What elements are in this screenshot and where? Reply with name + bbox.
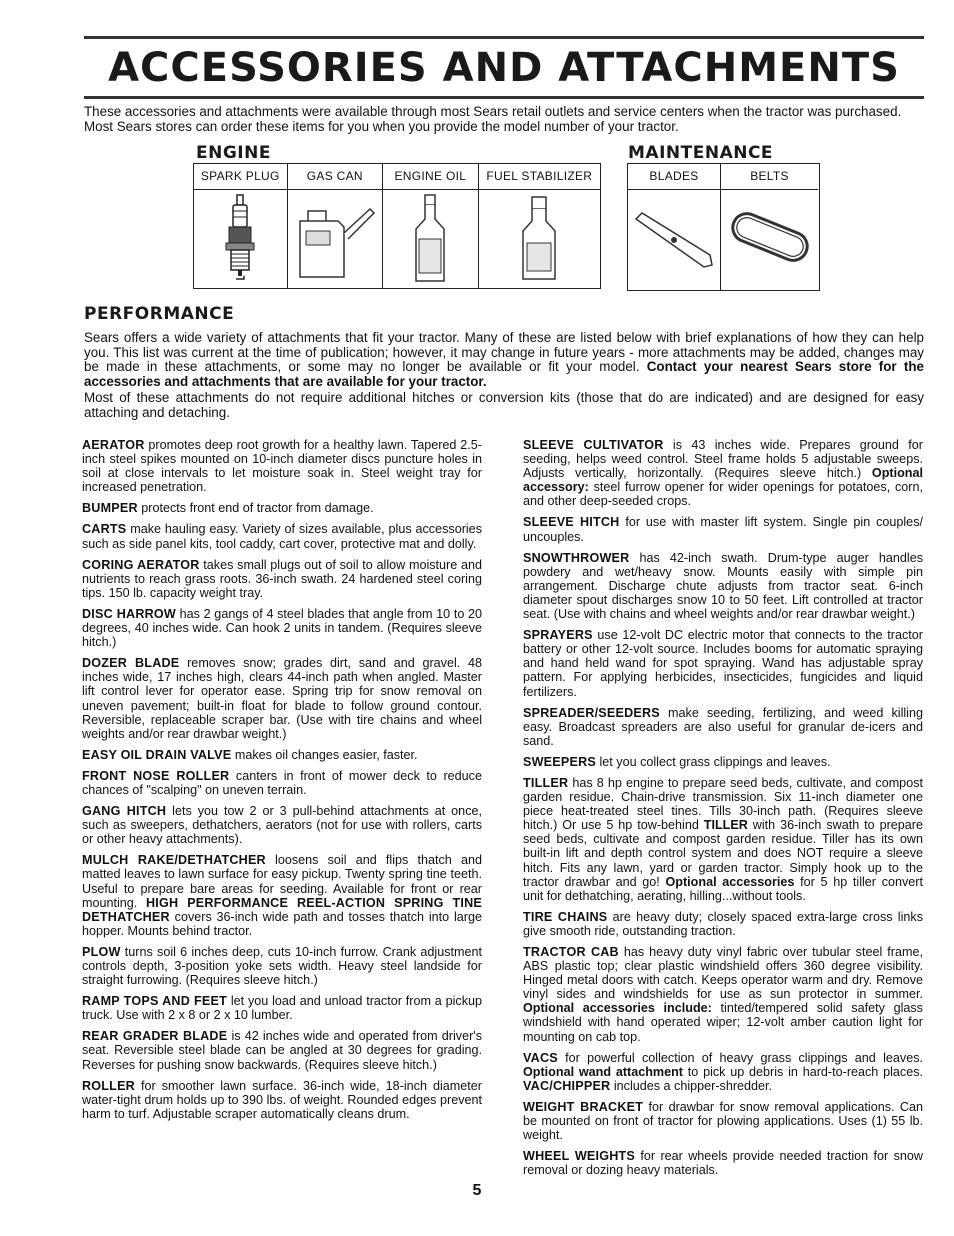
list-item: SLEEVE HITCH for use with master lift system. Single pin couples/ uncouples.	[523, 515, 923, 544]
oil-bottle-icon	[410, 193, 450, 285]
blades-cell	[628, 164, 721, 290]
list-item: SNOWTHROWER has 42-inch swath. Drum-type auger handles powdery and wet/heavy snow. Mounts easily with simple pin arrangement. Discharge chute adjusts from tractor seat. 6-inch diameter spout discharges snow 10 to 50 feet. Lift controlled at tractor seat. (Use with chains and wheel weights and/or rear drawbar weight.)	[523, 550, 923, 622]
maintenance-accessories-box	[627, 163, 820, 291]
engine-heading: ENGINE	[196, 143, 271, 163]
spark-plug-icon	[220, 193, 260, 285]
list-item: VACS for powerful collection of heavy grass clippings and leaves. Optional wand attachment to pick up debris in hard-to-reach places. VAC/CHIPPER includes a chipper-shredder.	[523, 1050, 924, 1093]
list-item: SPRAYERS use 12-volt DC electric motor that connects to the tractor battery or other 12-volt source. Includes booms for automatic spraying and hand held wand for spot spraying. Wand has adjustable spray pattern. For applying herbicides, insecticides, fungicides and liquid fertilizers.	[523, 628, 923, 699]
list-item: WHEEL WEIGHTS for rear wheels provide needed traction for snow removal or dozing heavy materials.	[523, 1149, 923, 1178]
list-item: BUMPER protects front end of tractor from damage.	[82, 501, 374, 516]
list-item: RAMP TOPS AND FEET let you load and unload tractor from a pickup truck. Use with 2 x 8 or 2 x 10 lumber.	[82, 994, 483, 1023]
page-number: 5	[472, 1182, 482, 1199]
engine-oil-cell	[383, 164, 479, 288]
list-item: DISC HARROW has 2 gangs of 4 steel blades that angle from 10 to 20 degrees, 40 inches wide. Can hook 2 units in tandem. (Requires sleeve hitch.)	[82, 606, 482, 650]
fuel-stabilizer-label: FUEL STABILIZER	[479, 164, 600, 190]
list-item: SWEEPERS let you collect grass clippings and leaves.	[523, 754, 831, 769]
list-item: EASY OIL DRAIN VALVE makes oil changes easier, faster.	[82, 747, 418, 762]
engine-oil-label: ENGINE OIL	[383, 164, 478, 190]
page-title: ACCESSORIES AND ATTACHMENTS	[108, 45, 900, 91]
performance-paragraph-2: Most of these attachments do not require additional hitches or conversion kits (those that do are indicated) and are designed for easy attaching and detaching.	[84, 390, 924, 420]
list-item: DOZER BLADE removes snow; grades dirt, sand and gravel. 48 inches wide, 17 inches high, clears 44-inch path when angled. Master lift control lever for operator ease. Spring trip for snow removal on uneven pavement; built-in float for blade to follow ground contour. Reversible, replaceable scraper bar. (Use with tire chains and wheel weights and/or rear drawbar weight.)	[82, 656, 483, 741]
list-item: ROLLER for smoother lawn surface. 36-inch wide, 18-inch diameter water-tight drum holds up to 390 lbs. of weight. Rounded edges prevent harm to turf. Adjustable scraper automatically cleans drum.	[82, 1078, 482, 1121]
belts-label: BELTS	[721, 164, 818, 190]
list-item: SLEEVE CULTIVATOR is 43 inches wide. Prepares ground for seeding, helps weed control. Steel frame holds 5 adjustable sweeps. Adjusts vertically, horizontally. (Requires sleeve hitch.) Optional accessory: steel furrow opener for wider openings for potatoes, corn, and other deep-seeded crops.	[523, 438, 923, 509]
list-item: TRACTOR CAB has heavy duty vinyl fabric over tubular steel frame, ABS plastic top; clear plastic windshield offers 360 degree visibility. Hinged metal doors with catch. Keeps operator warm and dry. Remove vinyl sides and windshields for use as sun protector in summer. Optional accessories include: tinted/tempered solid safety glass windshield with hand operated wiper; 12-volt amber caution light for mounting on cab top.	[523, 945, 923, 1044]
list-item: TIRE CHAINS are heavy duty; closely spaced extra-large cross links give smooth ride, outstanding traction.	[523, 909, 923, 938]
list-item: FRONT NOSE ROLLER canters in front of mower deck to reduce chances of "scalping" on uneven terrain.	[82, 768, 482, 797]
list-item: TILLER has 8 hp engine to prepare seed beds, cultivate, and compost garden residue. Chain-drive transmission. Six 11-inch diameter one piece heat-treated steel tines. Tills 30-inch path. (Requires sleeve hitch.) Or use 5 hp tow-behind TILLER with 36-inch swath to prepare seed beds, cultivate and compost garden residue. Tiller has its own built-in lift and depth control system and does NOT require a sleeve hitch. Fits any lawn, yard or garden tractor. Simply hook up to the tractor drawbar and go! Optional accessories for 5 hp tiller convert unit for dethatching, aerating, hilling...without tools.	[523, 775, 923, 903]
spark-plug-label: SPARK PLUG	[194, 164, 287, 190]
list-item: GANG HITCH lets you tow 2 or 3 pull-behind attachments at once, such as sweepers, dethatchers, aerators (not for use with rollers, carts or other heavy attachments).	[82, 804, 482, 847]
spark-plug-cell	[194, 164, 288, 288]
list-item: REAR GRADER BLADE is 42 inches wide and operated from driver's seat. Reversible steel blade can be angled at 30 degrees for grading. Reverses for pushing snow backwards. (Requires sleeve hitch.)	[82, 1029, 482, 1072]
belts-cell	[721, 164, 818, 290]
list-item: WEIGHT BRACKET for drawbar for snow removal applications. Can be mounted on front of tractor for plowing applications. Uses (1) 55 lb. weight.	[523, 1099, 923, 1143]
blade-icon	[632, 205, 716, 275]
gas-can-cell	[288, 164, 384, 288]
list-item: CORING AERATOR takes small plugs out of soil to allow moisture and nutrients to reach grass roots. 36-inch swath. 24 hardened steel coring tips. 150 lb. capacity weight tray.	[82, 557, 483, 600]
intro-text: These accessories and attachments were available through most Sears retail outlets and service centers when the tractor was purchased. Most Sears stores can order these items for you when you provide the model number of your tractor.	[84, 104, 902, 134]
belt-icon	[725, 205, 815, 275]
list-item: MULCH RAKE/DETHATCHER loosens soil and flips thatch and matted leaves to lawn surface for easy pickup. Twenty spring tine teeth. Useful to prepare bare areas for seeding. Available for front or rear mounting. HIGH PERFORMANCE REEL-ACTION SPRING TINE DETHATCHER covers 36-inch wide path and tosses thatch into large hopper. Mounts behind tractor.	[82, 853, 482, 938]
stabilizer-bottle-icon	[519, 195, 559, 283]
list-item: CARTS make hauling easy. Variety of sizes available, plus accessories such as side panel kits, tool caddy, cart cover, protective mat and dolly.	[82, 522, 482, 551]
list-item: PLOW turns soil 6 inches deep, cuts 10-inch furrow. Crank adjustment controls depth, 3-position yoke sets width. Heavy steel landside for straight furrowing. (Requires sleeve hitch.)	[82, 944, 482, 988]
list-item: AERATOR promotes deep root growth for a healthy lawn. Tapered 2.5-inch steel spikes mounted on 10-inch diameter discs puncture holes in soil at close intervals to let moisture soak in. Steel weight tray for increased penetration.	[82, 438, 482, 495]
title-underline	[84, 96, 924, 99]
blades-label: BLADES	[628, 164, 720, 190]
list-item: SPREADER/SEEDERS make seeding, fertilizing, and weed killing easy. Broadcast spreaders are also useful for granular de-icers and sand.	[523, 705, 923, 748]
maintenance-heading: MAINTENANCE	[628, 143, 774, 163]
top-rule	[84, 36, 924, 39]
performance-heading: PERFORMANCE	[84, 304, 235, 324]
attachments-left-column	[82, 438, 482, 1128]
gas-can-icon	[292, 199, 378, 279]
performance-paragraph-1: Sears offers a wide variety of attachments that fit your tractor. Many of these are listed below with brief explanations of how they can help you. This list was current at the time of publication; however, it may change in future years - more attachments may be added, changes may be made in these attachments, or some may no longer be available or fit your model. Contact your nearest Sears store for the accessories and attachments that are available for your tractor.	[84, 330, 924, 389]
fuel-stabilizer-cell	[479, 164, 600, 288]
attachments-right-column	[523, 438, 923, 1184]
engine-accessories-box	[193, 163, 601, 289]
gas-can-label: GAS CAN	[288, 164, 383, 190]
